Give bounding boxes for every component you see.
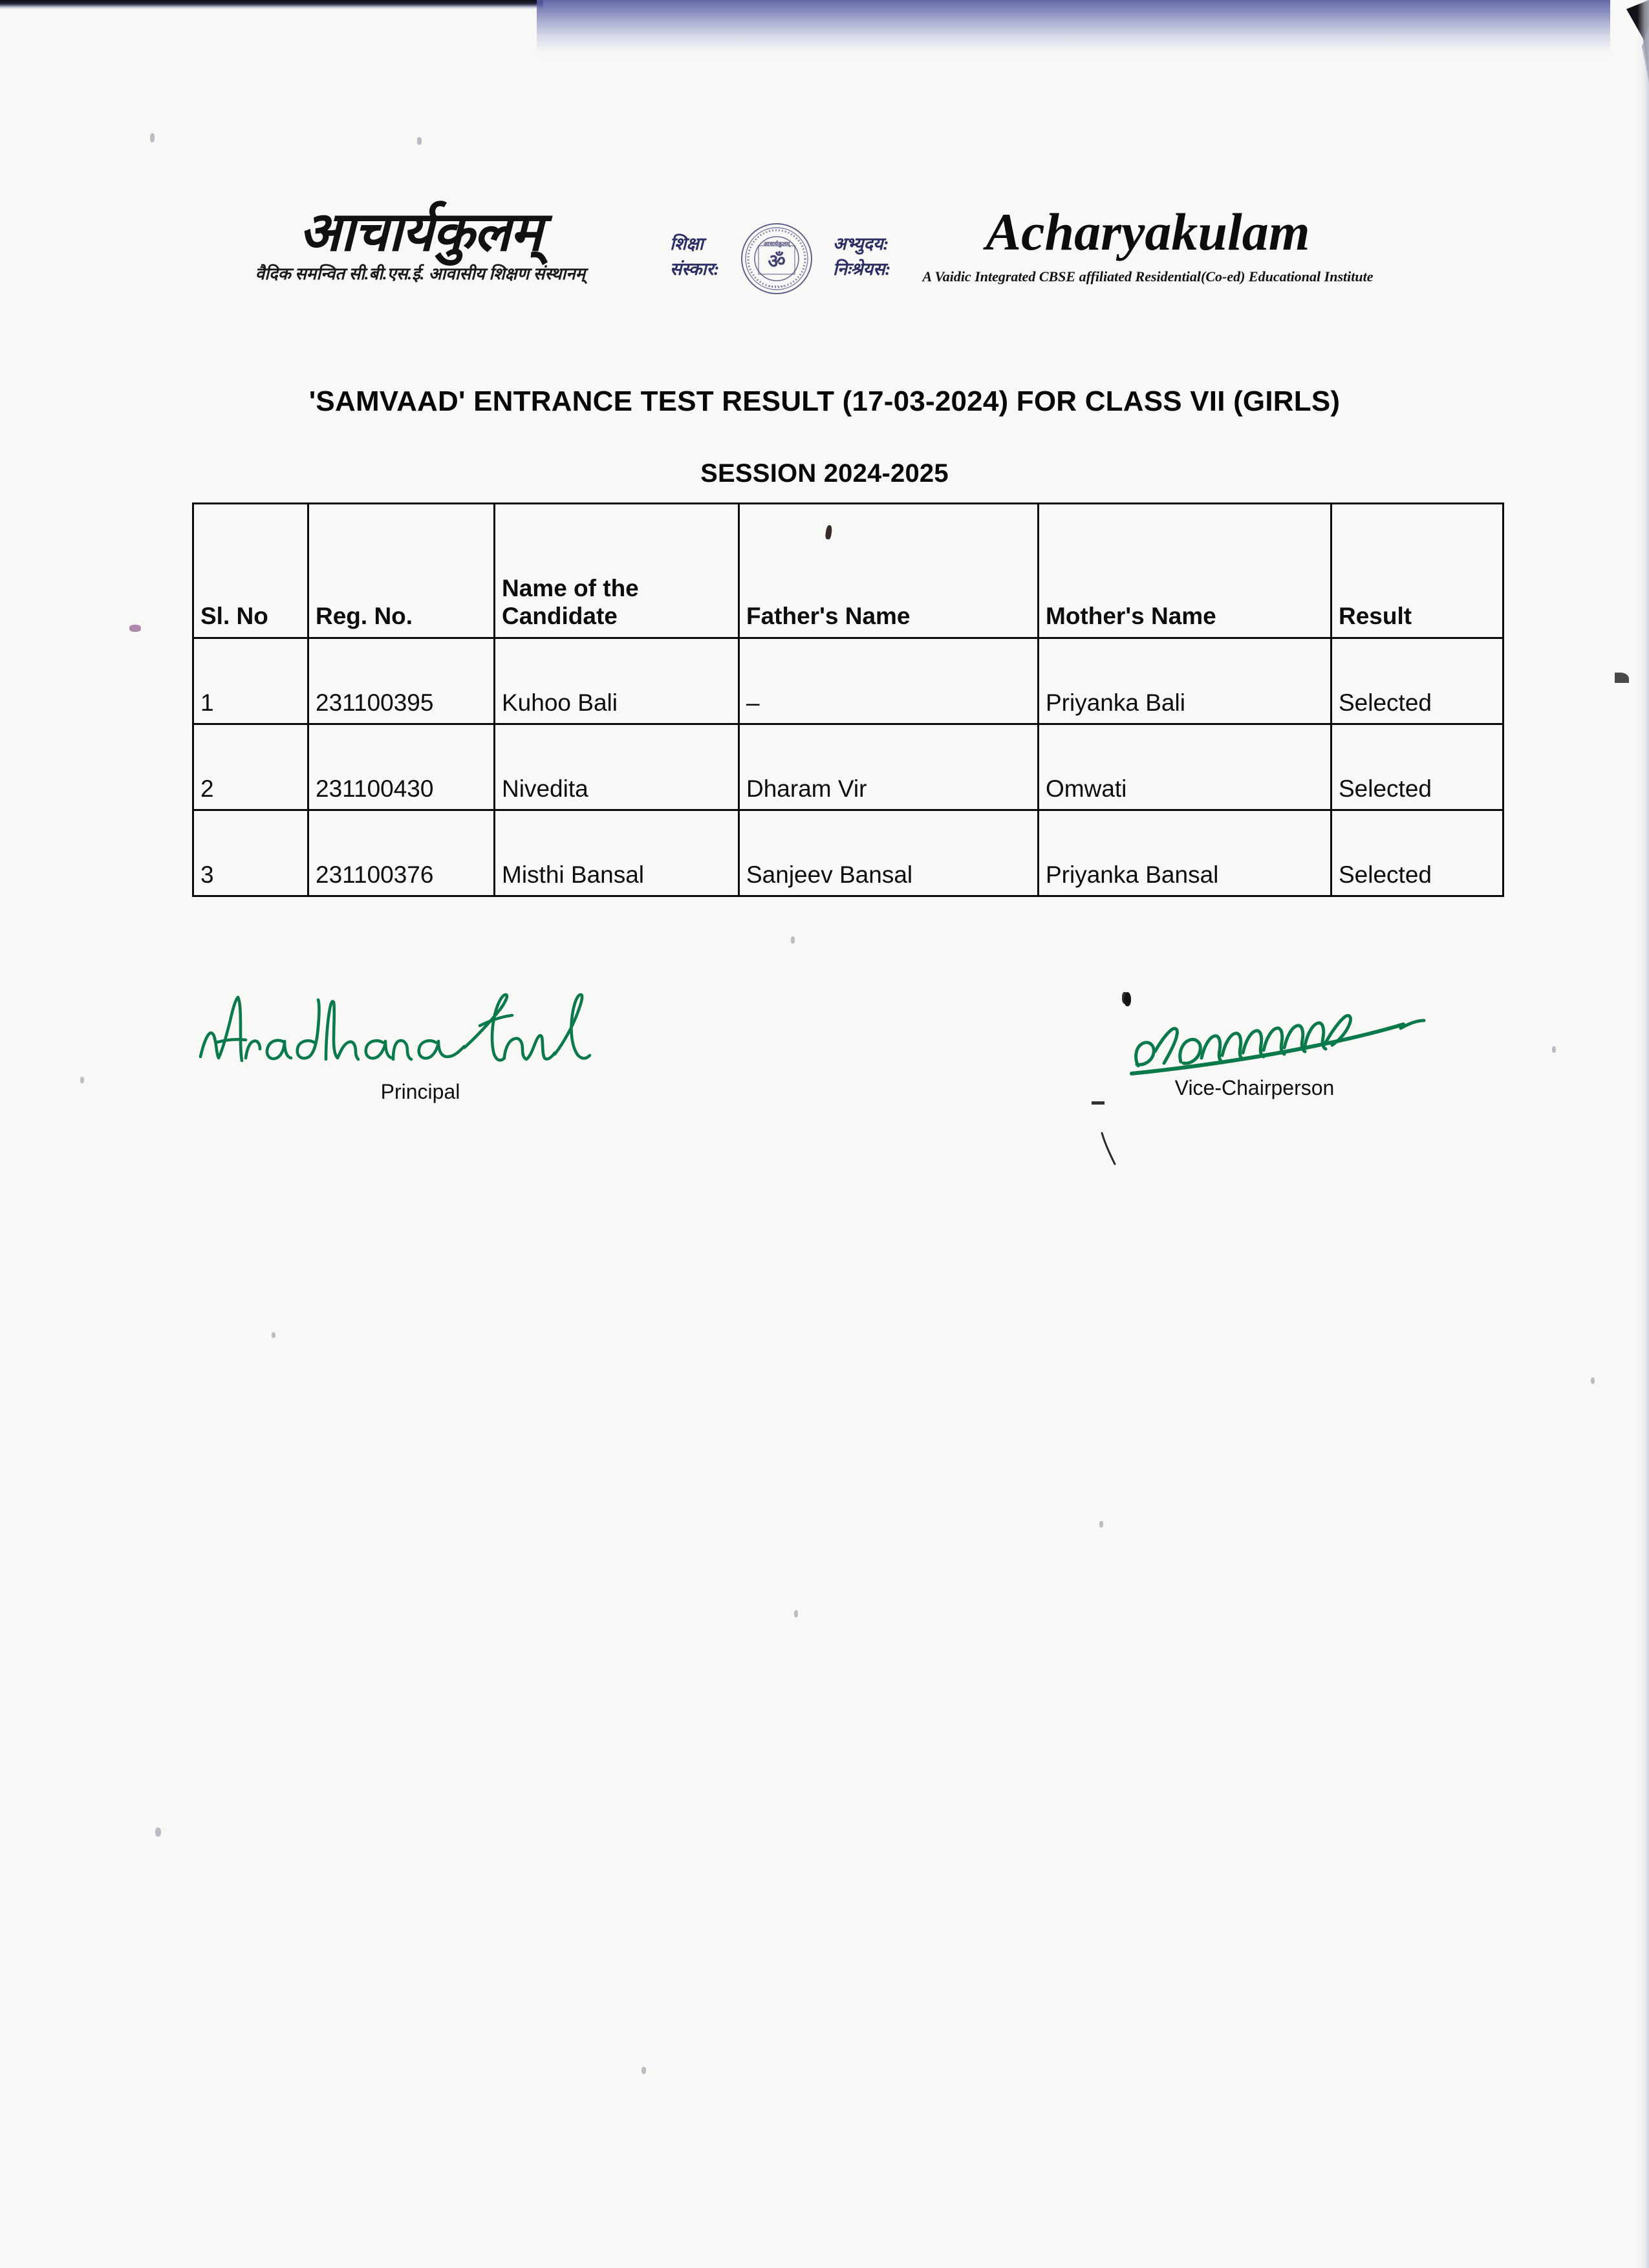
svg-text:• • • • • •: • • • • • • [769, 284, 784, 289]
svg-text:आचार्यकुलम्: आचार्यकुलम् [763, 241, 790, 247]
cell-result: Selected [1331, 724, 1503, 810]
principal-label: Principal [380, 1080, 460, 1103]
motto-left [670, 232, 720, 282]
column-header-candidate-name: Name of the Candidate [495, 504, 739, 638]
scan-speck [1099, 1521, 1103, 1528]
institution-brand-name: Acharyakulam [986, 202, 1310, 261]
scan-speck [150, 133, 155, 142]
scan-speck [791, 936, 795, 944]
vice-chairperson-label: Vice-Chairperson [1174, 1076, 1335, 1099]
cell-reg-no: 231100376 [308, 810, 495, 896]
page-subtitle: SESSION 2024-2025 [700, 459, 949, 488]
letterhead [0, 202, 1649, 322]
column-header-mother-name: Mother's Name [1039, 504, 1331, 638]
letterhead-english-block [902, 202, 1394, 285]
scan-top-edge-artifact [0, 0, 543, 9]
column-header-result: Result [1331, 504, 1503, 638]
scan-corner-fold-artifact [1588, 0, 1649, 84]
vice-chairperson-signature-ink [1054, 983, 1455, 1080]
table-header [193, 504, 1503, 638]
cell-reg-no: 231100430 [308, 724, 495, 810]
cell-result: Selected [1331, 638, 1503, 724]
page-title: 'SAMVAAD' ENTRANCE TEST RESULT (17-03-2024) FOR CLASS VII (GIRLS) [308, 385, 1341, 417]
motto-right [833, 232, 890, 282]
motto-abhyudaya: अभ्युदय: [833, 234, 889, 254]
cell-candidate-name: Kuhoo Bali [495, 638, 739, 724]
scan-speck [641, 2067, 646, 2074]
scan-speck [155, 1828, 161, 1837]
scan-speck [1615, 673, 1629, 683]
table-row [193, 724, 1503, 810]
cell-candidate-name: Misthi Bansal [495, 810, 739, 896]
table-header-row [193, 504, 1503, 638]
scan-right-edge-artifact [1637, 0, 1649, 2268]
cell-candidate-name: Nivedita [495, 724, 739, 810]
vice-chairperson-signature-block [1054, 983, 1455, 1100]
sanskrit-institution-name: आचार्यकुलम् [299, 202, 542, 263]
scan-speck [129, 625, 141, 632]
cell-father-name: Sanjeev Bansal [739, 810, 1039, 896]
scan-speck [80, 1077, 84, 1083]
column-header-reg-no: Reg. No. [308, 504, 495, 638]
scan-speck [1591, 1377, 1595, 1384]
results-table [192, 502, 1504, 897]
scan-speck [1099, 1132, 1119, 1167]
column-header-father-name: Father's Name [739, 504, 1039, 638]
cell-father-name: Dharam Vir [739, 724, 1039, 810]
scan-speck [1552, 1046, 1556, 1053]
motto-nihshreyasa: निःश्रेयस: [833, 259, 891, 279]
cell-mother-name: Omwati [1039, 724, 1331, 810]
scan-speck [272, 1332, 275, 1338]
cell-sl-no: 2 [193, 724, 308, 810]
principal-signature-block [188, 980, 653, 1104]
letterhead-sanskrit-block [194, 202, 647, 284]
table-row [193, 638, 1503, 724]
sanskrit-institution-subtitle: वैदिक समन्वित सी.बी.एस.ई. आवासीय शिक्षण संस्थानम् [255, 265, 586, 283]
table-body [193, 638, 1503, 896]
institution-seal-icon [740, 222, 813, 295]
motto-sanskar: संस्कार: [670, 259, 720, 279]
institution-tagline: A Vaidic Integrated CBSE affiliated Residential(Co-ed) Educational Institute [922, 268, 1374, 285]
table-row [193, 810, 1503, 896]
cell-mother-name: Priyanka Bali [1039, 638, 1331, 724]
motto-shiksha: शिक्षा [670, 234, 704, 254]
scan-speck [1092, 1101, 1105, 1105]
cell-father-name: – [739, 638, 1039, 724]
svg-text:ॐ: ॐ [768, 251, 786, 272]
cell-result: Selected [1331, 810, 1503, 896]
scan-shadow-artifact [537, 0, 1610, 61]
cell-reg-no: 231100395 [308, 638, 495, 724]
cell-sl-no: 3 [193, 810, 308, 896]
principal-signature-ink [188, 980, 653, 1077]
scan-speck [794, 1610, 798, 1617]
scan-speck [417, 137, 422, 145]
cell-sl-no: 1 [193, 638, 308, 724]
cell-mother-name: Priyanka Bansal [1039, 810, 1331, 896]
column-header-sl-no: Sl. No [193, 504, 308, 638]
